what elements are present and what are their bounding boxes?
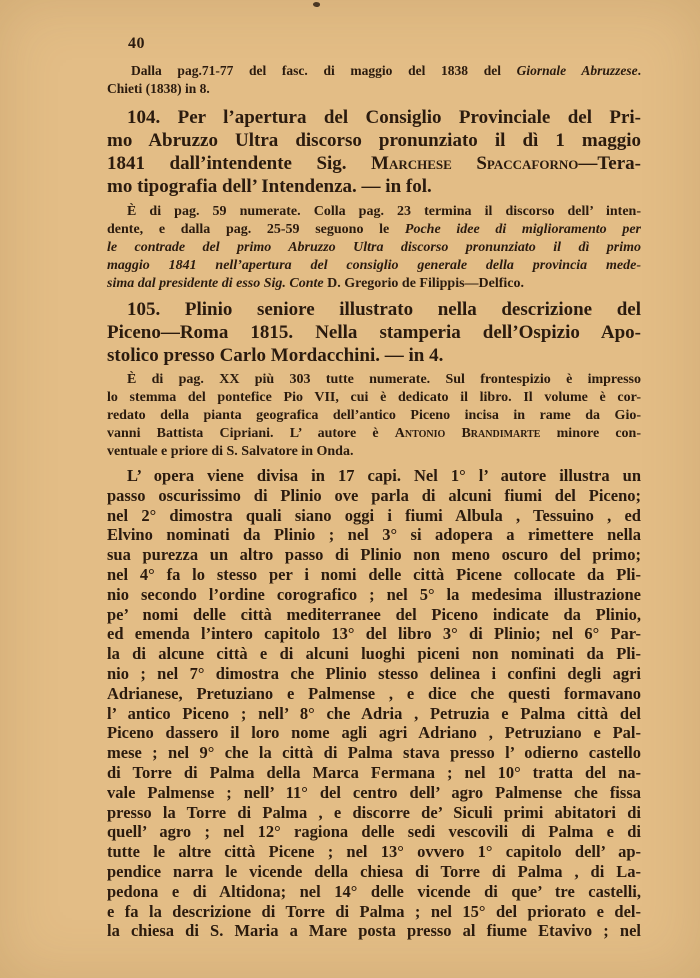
body-line: e fa la descrizione di Torre di Palma ; nel 15° del priorato e del- bbox=[107, 901, 641, 921]
heading-line: 104. Per l’apertura del Consiglio Provinciale del Pri- bbox=[127, 107, 641, 128]
note-line: È di pag. XX più 303 tutte numerate. Sul frontespizio è impresso bbox=[127, 372, 641, 387]
note-line: le contrade del primo Abruzzo Ultra discorso pronunziato il dì primo bbox=[107, 240, 641, 255]
note-line: redato della pianta geografica dell’antico Piceno incisa in rame da Gio- bbox=[107, 408, 641, 423]
text-segment: vanni Battista Cipriani. L’ autore è bbox=[107, 426, 395, 441]
body-line: l’ antico Piceno ; nell’ 8° che Adria , Petruzia e Palma città del bbox=[107, 703, 641, 723]
body-line: presso la Torre di Palma , e discorre de’ Siculi primi abitatori di bbox=[107, 802, 641, 822]
entry-104-heading bbox=[107, 106, 641, 198]
body-line: quell’ agro ; nel 12° ragiona delle sedi vescovili di Palma e di bbox=[107, 822, 641, 842]
text-segment-smallcaps: Marchese Spaccaforno bbox=[371, 153, 579, 174]
note-line: maggio 1841 nell’apertura del consiglio generale della provincia mede- bbox=[107, 258, 641, 273]
body-line: vale Palmense ; nell’ 11° del centro dell’ agro Palmense che fissa bbox=[107, 782, 641, 802]
heading-line: Piceno—Roma 1815. Nella stamperia dell’Ospizio Apo- bbox=[107, 322, 641, 343]
note-line bbox=[107, 425, 641, 443]
text-segment-italic: Poche idee di miglioramento per bbox=[404, 222, 641, 237]
body-line: Adrianese, Pretuziano e Palmense , e dice che questi formavano bbox=[107, 683, 641, 703]
heading-line: stolico presso Carlo Mordacchini. — in 4. bbox=[107, 345, 444, 366]
body-line: la di alcune città e di alcuni luoghi piceni non nominati da Pli- bbox=[107, 644, 641, 664]
text-segment: Dalla pag.71-77 del fasc. di maggio del 1838 del bbox=[131, 63, 517, 78]
entry-105-heading bbox=[107, 298, 641, 367]
text-segment-italic: Giornale Abruzzese bbox=[516, 63, 638, 78]
source-note bbox=[107, 62, 641, 98]
text-segment: D. Gregorio de Filippis—Delfico. bbox=[327, 276, 525, 291]
heading-line: 105. Plinio seniore illustrato nella descrizione del bbox=[127, 299, 641, 320]
entry-105-body-paragraph bbox=[107, 466, 641, 941]
heading-line: mo Abruzzo Ultra discorso pronunziato il dì 1 maggio bbox=[107, 130, 641, 151]
body-line: passo oscurissimo di Plinio ove parla di alcuni fiumi del Piceno; bbox=[107, 485, 641, 505]
body-line: ed emenda l’intero capitolo 13° del libro 3° di Plinio; nel 6° Par- bbox=[107, 624, 641, 644]
text-segment-smallcaps: Antonio Brandimarte bbox=[394, 426, 541, 441]
note-line: È di pag. 59 numerate. Colla pag. 23 termina il discorso dell’ inten- bbox=[127, 204, 641, 219]
text-segment-italic: sima dal presidente di esso Sig. Conte bbox=[107, 276, 328, 291]
entry-105-note bbox=[107, 371, 641, 461]
body-line: nel 4° fa lo stesso per i nomi delle città Picene collocate da Pli- bbox=[107, 564, 641, 584]
note-line bbox=[107, 275, 641, 293]
heading-line bbox=[107, 152, 641, 175]
body-line: nel 2° dimostra quali siano oggi i fiumi Albula , Tessuino , ed bbox=[107, 505, 641, 525]
page-number: 40 bbox=[128, 35, 145, 52]
entry-104-note bbox=[107, 203, 641, 293]
body-line: pe’ nomi delle città mediterranee del Piceno indicate da Plinio, bbox=[107, 604, 641, 624]
text-segment: dente, e dalla pag. 25-59 seguono le bbox=[107, 222, 405, 237]
body-line: la chiesa di S. Maria a Mare posta presso al fiume Etavivo ; nel bbox=[107, 921, 641, 941]
body-line: tutte le altre città Picene ; nel 13° ovvero 1° capitolo dell’ ap- bbox=[107, 842, 641, 862]
note-line bbox=[107, 221, 641, 239]
text-segment: 1841 dall’intendente Sig. bbox=[107, 153, 372, 174]
ink-speck bbox=[312, 1, 320, 8]
body-line: sua purezza un altro passo di Plinio non meno oscuro del primo; bbox=[107, 545, 641, 565]
source-note-line-1 bbox=[107, 62, 641, 80]
body-line: di Torre di Palma della Marca Fermana ; nel 10° tratta del na- bbox=[107, 762, 641, 782]
body-line: Piceno dassero il loro nome agli agri Adriano , Petruziano e Pal- bbox=[107, 723, 641, 743]
heading-line: mo tipografia dell’ Intendenza. — in fol. bbox=[107, 176, 432, 197]
note-line: ventuale e priore di S. Salvatore in Onda. bbox=[107, 444, 354, 459]
text-segment: —Tera- bbox=[578, 153, 641, 174]
text-segment: . bbox=[637, 63, 641, 78]
body-line: Elvino nominati da Plinio ; nel 3° si adopera a rimettere nella bbox=[107, 525, 641, 545]
body-line: pedona e di Altidona; nel 14° delle vicende di que’ tre castelli, bbox=[107, 881, 641, 901]
note-line: lo stemma del pontefice Pio VII, cui è dedicato il libro. Il volume è cor- bbox=[107, 390, 641, 405]
body-line: nio secondo l’ordine corografico ; nel 5° la medesima illustrazione bbox=[107, 584, 641, 604]
body-line: mese ; nel 9° che la città di Palma stava presso l’ odierno castello bbox=[107, 743, 641, 763]
source-note-line-2: Chieti (1838) in 8. bbox=[107, 81, 210, 96]
body-line: L’ opera viene divisa in 17 capi. Nel 1° l’ autore illustra un bbox=[127, 466, 641, 485]
body-line: nio ; nel 7° dimostra che Plinio stesso delinea i confini degli agri bbox=[107, 663, 641, 683]
body-line: pendice narra le vicende della chiesa di Torre di Palma , di La- bbox=[107, 861, 641, 881]
text-segment: minore con- bbox=[540, 426, 642, 441]
